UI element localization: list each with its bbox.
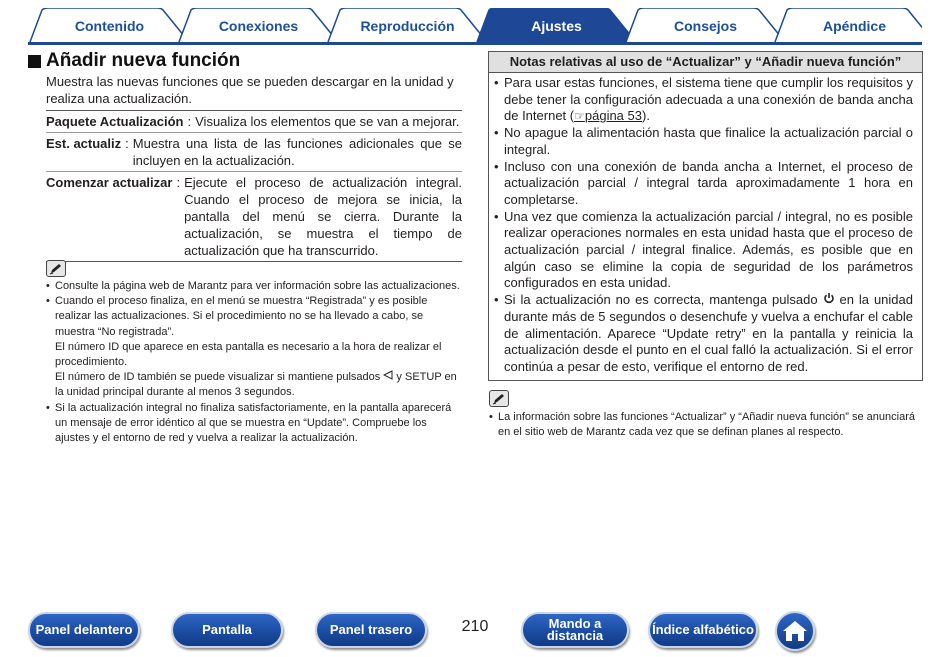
nav-button-indice-alfabetico[interactable]: Índice alfabético [648, 612, 758, 648]
tab-apndice[interactable]: Apéndice [822, 18, 886, 34]
notes-box-text: ). [642, 108, 650, 124]
notes-box-item [494, 209, 913, 293]
tab-conexiones[interactable]: Conexiones [218, 18, 299, 34]
tab-underline [28, 42, 922, 45]
notes-box-text: Incluso con una conexión de banda ancha a Internet, el proceso de actualización parcial / integral tarda aproximadamente 1 hora en completarse. [504, 158, 913, 207]
section-intro: Muestra las nuevas funciones que se pueden descargar en la unidad y realiza una actualización. [46, 74, 454, 106]
definition-separator: : [176, 175, 181, 190]
tab-ajustes[interactable]: Ajustes [531, 18, 582, 34]
tab-consejos[interactable]: Consejos [673, 18, 737, 34]
note-text: La información sobre las funciones “Actualizar” y “Añadir nueva función” se anunciará en el sitio web de Marantz cada vez que se definan planes al respecto. [498, 411, 915, 439]
section-title [28, 50, 462, 72]
nav-button-panel-delantero[interactable]: Panel delantero [28, 612, 140, 648]
notes-box-item [494, 75, 913, 125]
nav-button-label-line2: distancia [546, 628, 604, 643]
definition-desc: Visualiza los elementos que se van a mejorar. [195, 114, 460, 129]
definition-row [46, 172, 462, 262]
definition-desc: Ejecute el proceso de actualización integral. Cuando el proceso de mejora se inicia, la pantalla del menú se cierra. Durante la actualización, se muestra el tiempo de actualización que ha transcurrido. [184, 175, 462, 258]
page-link-text[interactable]: página 53 [584, 108, 642, 124]
home-button[interactable] [775, 611, 815, 651]
nav-button-label-line1: Mando a [548, 616, 602, 631]
note-item [46, 294, 462, 400]
definition-row [46, 111, 462, 133]
power-icon [823, 292, 835, 304]
left-notes-list [46, 279, 462, 446]
pointing-hand-icon: ☞ [574, 109, 585, 124]
note-item [46, 401, 462, 447]
notes-box-text: Una vez que comienza la actualización parcial / integral, no es posible realizar operaciones normales en esta unidad hasta que el proceso de actualización parcial / integral finalice. Además, es posible que en algún caso se elimine la copia de seguridad de los parámetros configurados en esta unidad. [504, 208, 913, 291]
note-text: Consulte la página web de Marantz para ver información sobre las actualizaciones. [55, 280, 460, 292]
tab-contenido[interactable]: Contenido [74, 18, 145, 34]
definition-separator: : [187, 114, 192, 129]
left-arrow-icon [383, 370, 393, 380]
notes-box-list [489, 73, 922, 376]
definition-row [46, 133, 462, 172]
note-item [46, 279, 462, 294]
definition-list [46, 110, 462, 262]
pencil-note-icon [489, 390, 509, 407]
section-bullet-square [28, 55, 41, 68]
notes-box-item [494, 292, 913, 376]
notes-box-text: Para usar estas funciones, el sistema tiene que cumplir los requisitos y debe tener la configuración adecuada a una conexión de banda ancha de Internet ( [504, 75, 913, 124]
definition-desc: Muestra una lista de las funciones adicionales que se incluyen en la actualización. [132, 136, 462, 168]
section-title-text: Añadir nueva función [46, 50, 241, 71]
note-item [489, 410, 923, 440]
note-subtext [55, 370, 462, 400]
note-text: Cuando el proceso finaliza, en el menú se muestra “Registrada” y es posible realizar las actualizaciones. Si el procedimiento no se ha llevado a cabo, se muestra “No registrada”. [55, 295, 428, 338]
notes-box-text: No apague la alimentación hasta que finalice la actualización parcial o integral. [504, 125, 913, 157]
right-notes-list [489, 410, 923, 440]
nav-button-pantalla[interactable]: Pantalla [171, 612, 283, 648]
notes-box-text: en la unidad durante más de 5 segundos o desenchufe y vuelva a enchufar el cable de alimentación. Aparece “Update retry” en la pantalla y reinicia la actualización desde el punto en el cual falló la actualización. Si el error continúa a pesar de esto, verifique el entorno de red. [504, 292, 913, 374]
page-number: 210 [461, 618, 489, 635]
tab-bar [28, 8, 922, 44]
home-icon [782, 619, 808, 643]
note-subtext-a: El número de ID también se puede visualizar si mantiene pulsados [55, 371, 381, 384]
note-subtext: El número ID que aparece en esta pantalla es necesario a la hora de realizar el procedimiento. [55, 340, 442, 369]
definition-term: Est. actualiz [46, 136, 122, 151]
notes-box-item [494, 125, 913, 158]
nav-button-mando-a-distancia[interactable] [521, 612, 629, 648]
left-column [28, 50, 462, 262]
nav-button-panel-trasero[interactable]: Panel trasero [315, 612, 427, 648]
definition-term: Comenzar actualizar [46, 175, 173, 190]
notes-box [488, 51, 923, 381]
page-link[interactable] [574, 108, 642, 123]
note-subtext-b: y SETUP en la unidad principal durante al menos 3 segundos. [55, 371, 457, 399]
notes-box-title: Notas relativas al uso de “Actualizar” y “Añadir nueva función” [489, 52, 922, 73]
definition-separator: : [125, 136, 129, 151]
note-text: Si la actualización integral no finaliza satisfactoriamente, en la pantalla aparecerá un mensaje de error idéntico al que se muestra en “Update”. Compruebe los ajustes y el entorno de red y vuelva a realizar la actualización. [55, 401, 452, 445]
tab-reproduccin[interactable]: Reproducción [360, 18, 455, 34]
notes-box-item [494, 159, 913, 209]
definition-term: Paquete Actualización [46, 114, 184, 129]
notes-box-text: Si la actualización no es correcta, mantenga pulsado [504, 292, 818, 308]
pencil-note-icon [46, 260, 66, 277]
